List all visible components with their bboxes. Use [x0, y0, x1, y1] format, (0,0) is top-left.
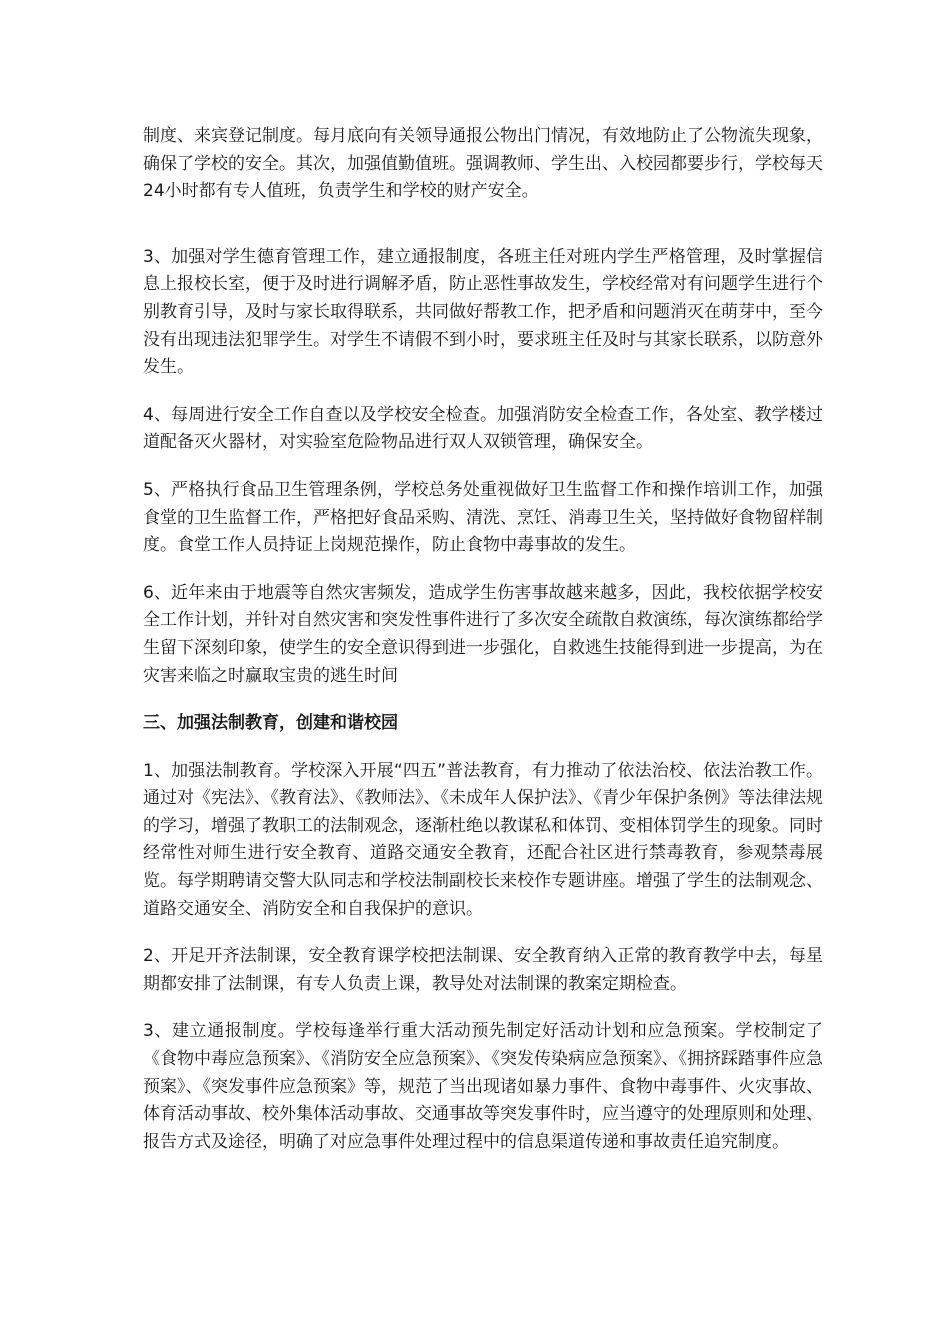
- section-paragraph-3: 3、建立通报制度。学校每逢举行重大活动预先制定好活动计划和应急预案。学校制定了《食物中毒应急预案》、《消防安全应急预案》、《突发传染病应急预案》、《拥挤踩踏事件应急预案》、《突发事件应急预案》等，规范了当出现诸如暴力事件、食物中毒事件、火灾事故、体育活动事故、校外集体活动事故、交通事故等突发事件时，应当遵守的处理原则和处理、报告方式及途径，明确了对应急事件处理过程中的信息渠道传递和事故责任追究制度。: [143, 1021, 823, 1152]
- section-heading: 三、加强法制教育，创建和谐校园: [143, 713, 398, 734]
- paragraph-item-4: 4、每周进行安全工作自查以及学校安全检查。加强消防安全检查工作，各处室、教学楼过道配备灭火器材，对实验室危险物品进行双人双锁管理，确保安全。: [143, 404, 823, 453]
- paragraph-item-5: 5、严格执行食品卫生管理条例，学校总务处重视做好卫生监督工作和操作培训工作，加强食堂的卫生监督工作，严格把好食品采购、清洗、烹饪、消毒卫生关，坚持做好食物留样制度。食堂工作人员持证上岗规范操作，防止食物中毒事故的发生。: [143, 479, 823, 556]
- section-paragraph-2: 2、开足开齐法制课，安全教育课学校把法制课、安全教育纳入正常的教育教学中去，每星期都安排了法制课，有专人负责上课，教导处对法制课的教案定期检查。: [143, 946, 823, 994]
- document-body: [143, 123, 823, 1176]
- paragraph-item-6: 6、近年来由于地震等自然灾害频发，造成学生伤害事故越来越多，因此，我校依据学校安全工作计划，并针对自然灾害和突发性事件进行了多次安全疏散自救演练，每次演练都给学生留下深刻印象，使学生的安全意识得到进一步强化，自救逃生技能得到进一步提高，为在灾害来临之时赢取宝贵的逃生时间: [143, 582, 823, 686]
- section-paragraph-1: 1、加强法制教育。学校深入开展“四五”普法教育，有力推动了依法治校、依法治教工作。通过对《宪法》、《教育法》、《教师法》、《未成年人保护法》、《青少年保护条例》等法律法规的学习，增强了教职工的法制观念，逐渐杜绝以教谋私和体罚、变相体罚学生的现象。同时经常性对师生进行安全教育、道路交通安全教育，还配合社区进行禁毒教育，参观禁毒展览。每学期聘请交警大队同志和学校法制副校长来校作专题讲座。增强了学生的法制观念、道路交通安全、消防安全和自我保护的意识。: [143, 760, 823, 919]
- paragraph-item-3: 3、加强对学生德育管理工作，建立通报制度，各班主任对班内学生严格管理，及时掌握信息上报校长室，便于及时进行调解矛盾，防止恶性事故发生，学校经常对有问题学生进行个别教育引导，及时与家长取得联系，共同做好帮教工作，把矛盾和问题消灭在萌芽中，至今没有出现违法犯罪学生。对学生不请假不到小时，要求班主任及时与其家长联系，以防意外发生。: [143, 246, 823, 378]
- paragraph-continued: 制度、来宾登记制度。每月底向有关领导通报公物出门情况，有效地防止了公物流失现象，确保了学校的安全。其次，加强值勤值班。强调教师、学生出、入校园都要步行，学校每天24小时都有专人值班，负责学生和学校的财产安全。: [143, 126, 823, 202]
